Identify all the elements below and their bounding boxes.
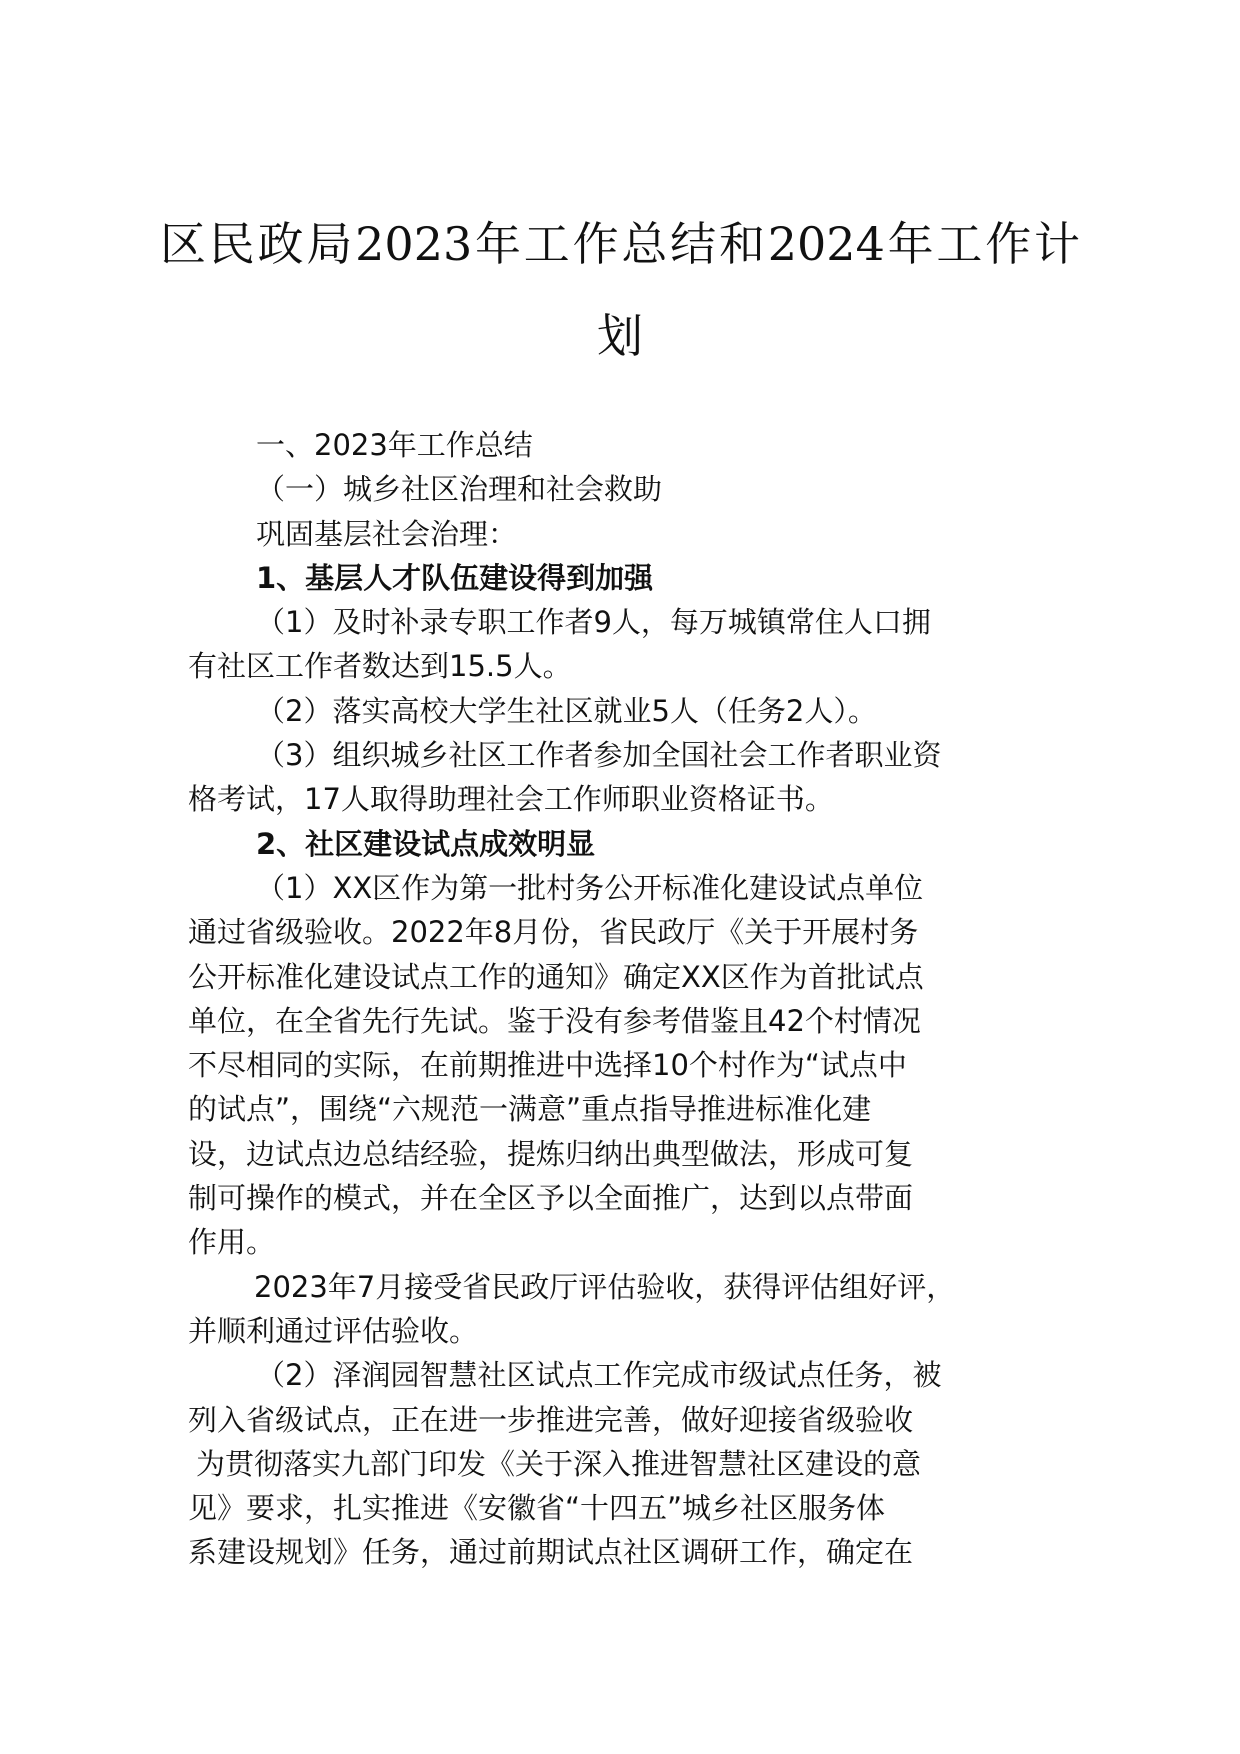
paragraph-line: 单位，在全省先行先试。鉴于没有参考借鉴且42个村情况 xyxy=(188,1003,921,1038)
paragraph-line: 通过省级验收。2022年8月份，省民政厅《关于开展村务 xyxy=(188,915,919,950)
paragraph-line: 为贯彻落实九部门印发《关于深入推进智慧社区建设的意 xyxy=(196,1446,922,1481)
paragraph-line: 的试点”，围绕“六规范一满意”重点指导推进标准化建 xyxy=(188,1092,872,1127)
paragraph-line: 设，边试点边总结经验，提炼归纳出典型做法，形成可复 xyxy=(188,1136,914,1171)
paragraph-line: 制可操作的模式，并在全区予以全面推广，达到以点带面 xyxy=(188,1181,914,1216)
paragraph-line: （1）及时补录专职工作者9人，每万城镇常住人口拥 xyxy=(256,605,931,640)
paragraph-line: 不尽相同的实际，在前期推进中选择10个村作为“试点中 xyxy=(188,1048,907,1083)
paragraph-line: （2）泽润园智慧社区试点工作完成市级试点任务，被 xyxy=(256,1358,942,1393)
paragraph-line: 系建设规划》任务，通过前期试点社区调研工作，确定在 xyxy=(188,1535,914,1570)
paragraph-line: 格考试，17人取得助理社会工作师职业资格证书。 xyxy=(188,782,834,817)
paragraph-line: 2023年7月接受省民政厅评估验收，获得评估组好评， xyxy=(254,1269,956,1304)
paragraph-line: 列入省级试点，正在进一步推进完善，做好迎接省级验收 xyxy=(188,1402,914,1437)
document-title: 区民政局2023年工作总结和2024年工作计划 xyxy=(160,217,1080,363)
paragraph-line: （3）组织城乡社区工作者参加全国社会工作者职业资 xyxy=(256,738,942,773)
bold-heading: 2、社区建设试点成效明显 xyxy=(256,826,596,861)
paragraph-line: （2）落实高校大学生社区就业5人（任务2人）。 xyxy=(256,693,877,728)
paragraph-line: 并顺利通过评估验收。 xyxy=(188,1313,479,1348)
subsection-heading: （一）城乡社区治理和社会救助 xyxy=(256,472,663,507)
paragraph-line: 巩固基层社会治理： xyxy=(256,516,518,551)
paragraph-line: 公开标准化建设试点工作的通知》确定XX区作为首批试点 xyxy=(188,959,924,994)
paragraph-line: 作用。 xyxy=(188,1225,276,1260)
paragraph-line: 见》要求，扎实推进《安徽省“十四五”城乡社区服务体 xyxy=(188,1491,886,1526)
section-heading: 一、2023年工作总结 xyxy=(256,428,533,462)
bold-heading: 1、基层人才队伍建设得到加强 xyxy=(256,560,654,595)
document-body xyxy=(188,423,1048,1575)
paragraph-line: （1）XX区作为第一批村务公开标准化建设试点单位 xyxy=(256,870,924,905)
paragraph-line: 有社区工作者数达到15.5人。 xyxy=(188,649,572,684)
